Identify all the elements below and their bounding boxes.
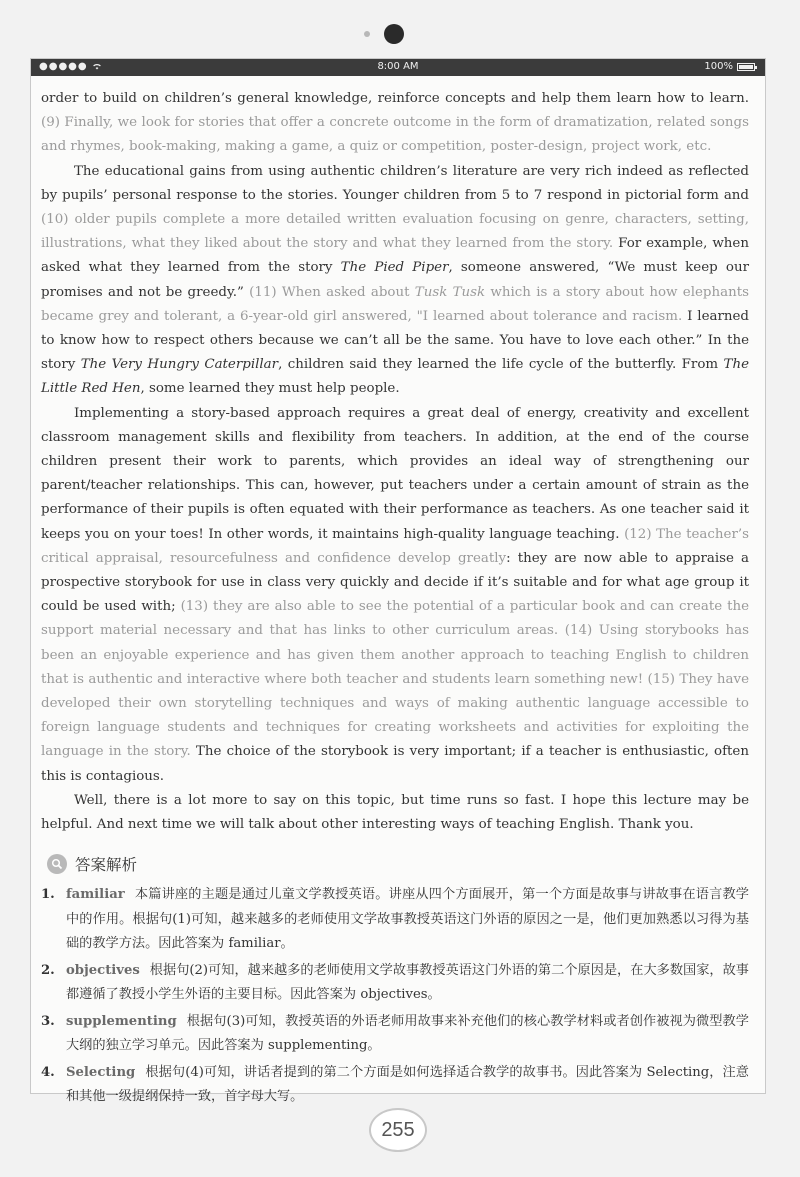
battery-level-fill bbox=[739, 65, 753, 69]
text-run: , someone answered, “We must keep our promises and not be greedy.” bbox=[41, 260, 749, 300]
text-run: For example, when asked what they learned from the story bbox=[41, 236, 749, 276]
text-run: : they are now able to appraise a prospective storybook for use in class very quickly and decide if it’s suitable and for what age group it could be used with; bbox=[41, 550, 749, 615]
camera-lens bbox=[384, 24, 404, 44]
camera-sensor-dot bbox=[364, 31, 370, 37]
answer-key: objectives bbox=[66, 962, 140, 978]
text-run: I learned to know how to respect others because we can’t all be the same. You have to love each other.” In the story bbox=[41, 308, 750, 373]
answer-section-header bbox=[41, 845, 749, 883]
text-run: Well, there is a lot more to say on this topic, but time runs so fast. I hope this lecture may be helpful. And next time we will talk about other interesting ways of teaching English. Thank you. bbox=[41, 792, 749, 833]
text-run: Tusk Tusk bbox=[414, 284, 486, 300]
body-paragraph bbox=[41, 160, 749, 402]
answer-item bbox=[41, 1010, 749, 1059]
text-run: (12) The teacher’s critical appraisal, resourcefulness and confidence develop greatly bbox=[41, 526, 749, 566]
text-run: (10) older pupils complete a more detailed written evaluation focusing on genre, characters, setting, illustrations, what they liked about the story and what they learned from the story. bbox=[41, 212, 749, 252]
text-run: , some learned they must help people. bbox=[140, 381, 400, 397]
text-run: The Little Red Hen bbox=[41, 357, 750, 397]
answer-explanation: 根据句(2)可知，越来越多的老师使用文学故事教授英语这门外语的第二个原因是，在大多数国家，故事都遵循了教授小学生外语的主要目标。因此答案为 objectives。 bbox=[66, 962, 749, 1003]
battery-percent: 100% bbox=[704, 61, 733, 72]
text-run: The choice of the storybook is very important; if a teacher is enthusiastic, often this is contagious. bbox=[41, 744, 749, 784]
status-time: 8:00 AM bbox=[377, 61, 419, 72]
text-run: (9) Finally, we look for stories that offer a concrete outcome in the form of dramatization, related songs and rhymes, book-making, making a game, a quiz or competition, poster-design, project work, etc. bbox=[41, 115, 749, 155]
answer-list bbox=[41, 883, 749, 1110]
answer-item bbox=[41, 883, 749, 957]
text-run: (13) they are also able to see the potential of a particular book and can create the support material necessary and that has links to other curriculum areas. (14) Using storybooks has been an enjoyable experience and has given them another approach to teaching English to children that is authentic and interactive where both teacher and students learn something new! (15) They have developed their own storytelling techniques and ways of making authentic language accessible to foreign language students and techniques for creating worksheets and activities for exploiting the language in the story. bbox=[41, 599, 749, 760]
tablet-screen bbox=[30, 58, 766, 1105]
answer-number: 4. bbox=[41, 1064, 55, 1080]
body-paragraph bbox=[41, 789, 749, 837]
answer-explanation: 根据句(4)可知，讲话者提到的第二个方面是如何选择适合教学的故事书。因此答案为 Selecting，注意和其他一级提纲保持一致，首字母大写。 bbox=[66, 1064, 749, 1105]
page-number: 255 bbox=[381, 1118, 415, 1141]
answer-key: familiar bbox=[66, 887, 125, 903]
battery-status bbox=[704, 61, 755, 72]
text-run: , children said they learned the life cycle of the butterfly. From bbox=[278, 357, 724, 373]
body-paragraph bbox=[41, 402, 749, 789]
answer-item bbox=[41, 959, 749, 1008]
text-run: Implementing a story-based approach requires a great deal of energy, creativity and excellent classroom management skills and flexibility from teachers. In addition, at the end of the course children present their work to parents, which provides an ideal way of strengthening our parent/teacher relationships. This can, however, put teachers under a certain amount of strain as the performance of their pupils is often equated with their performance as teachers. As one teacher said it keeps you on your toes! In other words, it maintains high-quality language teaching. bbox=[41, 405, 749, 542]
text-run: (11) When asked about bbox=[249, 284, 415, 300]
page-number-badge bbox=[369, 1108, 427, 1152]
text-run: The educational gains from using authentic children’s literature are very rich indeed as reflected by pupils’ personal response to the stories. Younger children from 5 to 7 respond in pictorial form and bbox=[41, 163, 749, 203]
text-run: The Very Hungry Caterpillar bbox=[80, 357, 279, 373]
magnifier-icon bbox=[47, 854, 67, 874]
answer-explanation: 根据句(3)可知，教授英语的外语老师用故事来补充他们的核心教学材料或者创作被视为微型教学大纲的独立学习单元。因此答案为 supplementing。 bbox=[66, 1013, 749, 1054]
answer-number: 2. bbox=[41, 962, 55, 978]
answer-explanation: 本篇讲座的主题是通过儿童文学教授英语。讲座从四个方面展开，第一个方面是故事与讲故事在语言教学中的作用。根据句(1)可知，越来越多的老师使用文学故事教授英语这门外语的原因之一是，他们更加熟悉以习得为基础的教学方法。因此答案为 familiar。 bbox=[66, 887, 749, 952]
answer-number: 1. bbox=[41, 887, 55, 903]
answer-number: 3. bbox=[41, 1013, 55, 1029]
body-paragraph bbox=[41, 87, 749, 160]
answer-section-title: 答案解析 bbox=[75, 856, 138, 875]
text-run: The Pied Piper bbox=[340, 260, 449, 276]
text-run: order to build on children’s general knowledge, reinforce concepts and help them learn how to learn. bbox=[41, 91, 749, 106]
answer-key: Selecting bbox=[66, 1064, 136, 1080]
page-content bbox=[41, 87, 749, 1112]
text-run: which is a story about how elephants became grey and tolerant, a 6-year-old girl answered, "I learned about tolerance and racism. bbox=[41, 284, 749, 324]
battery-icon bbox=[737, 63, 755, 71]
status-bar bbox=[31, 59, 765, 76]
answer-item bbox=[41, 1061, 749, 1110]
signal-dots: ●●●●● bbox=[39, 61, 92, 72]
answer-key: supplementing bbox=[66, 1013, 177, 1029]
